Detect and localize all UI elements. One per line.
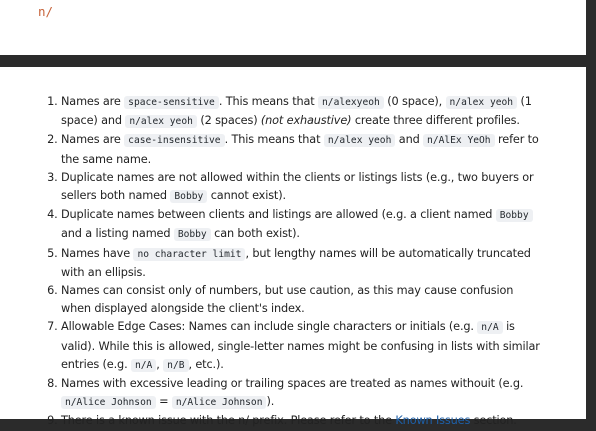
rule-text: Names are [61,133,125,147]
inline-code: n/alex yeoh [446,96,518,109]
rule-text: can both exist). [210,227,300,241]
inline-code: Bobby [170,190,207,203]
rule-text: create three different profiles. [351,114,520,128]
rule-text: Names are [61,95,125,108]
rule-text: Names with excessive leading or trailing spaces are treated as names withouit (e.g. [61,377,524,391]
rule-item [61,245,545,282]
rule-text: (0 space), [383,95,446,108]
inline-code: space-sensitive [124,96,219,109]
rule-item [61,93,545,131]
rule-text: Duplicate names are not allowed within the clients or listings lists (e.g., two buyers or sellers both named [61,170,534,203]
rule-text: Names can consist only of numbers, but use caution, as this may cause confusion when displayed alongside the client's index. [61,284,514,316]
content-panel [0,67,586,428]
rule-item [61,412,545,430]
prefix-code: n/ [38,4,54,19]
inline-code: n/AlEx YeOh [423,134,495,147]
inline-code: n/B [163,359,188,372]
inline-code: n/A [477,321,502,334]
inline-code: Bobby [496,209,533,222]
rule-item [61,206,545,244]
rule-text: (1 space) and [61,95,532,128]
rule-text: . This means that [224,133,324,147]
rule-text: section. [470,414,517,428]
known-issues-link[interactable]: Known Issues [395,414,471,428]
rule-text: . This means that [218,95,319,108]
rule-text: and a listing named [61,227,174,241]
rule-text: cannot exist). [207,189,286,203]
rule-item [61,282,545,318]
rule-text: and [395,133,424,147]
inline-code: n/alexyeoh [318,96,384,109]
rule-item [61,318,545,375]
rule-text: , etc.). [188,357,224,371]
rule-text: is valid). While this is allowed, single-letter names might be confusing in lists with similar entries (e.g. [61,320,540,371]
rule-item [61,375,545,412]
rule-text: Names have [61,246,134,260]
rule-text: Duplicate names between clients and listings are allowed (e.g. a client named [61,208,496,222]
rule-text: (2 spaces) [196,114,261,128]
rule-text: Allowable Edge Cases: Names can include single characters or initials (e.g. [61,320,478,334]
rule-text: , [156,357,164,371]
emphasis-text: (not exhaustive) [260,114,352,128]
rule-text: , but lengthy names will be automatically truncated with an ellipsis. [61,246,531,279]
rule-text: refer to the same name. [61,133,539,166]
rule-item [61,131,545,168]
inline-code: Bobby [174,228,211,241]
top-panel [0,0,586,55]
rule-item [61,169,545,206]
inline-code: n/alex yeoh [125,115,197,128]
name-rules-list [0,93,545,431]
rule-text: ). [266,395,275,409]
inline-code: n/alex yeoh [324,134,396,147]
inline-code: n/Alice Johnson [61,396,156,409]
inline-code: n/A [131,359,156,372]
inline-code: no character limit [133,248,245,261]
inline-code: n/Alice Johnson [172,396,267,409]
inline-code: case-insensitive [124,134,224,147]
rule-text: = [155,395,172,409]
rule-text: There is a known issue with the n/ prefix. Please refer to the [61,414,396,428]
